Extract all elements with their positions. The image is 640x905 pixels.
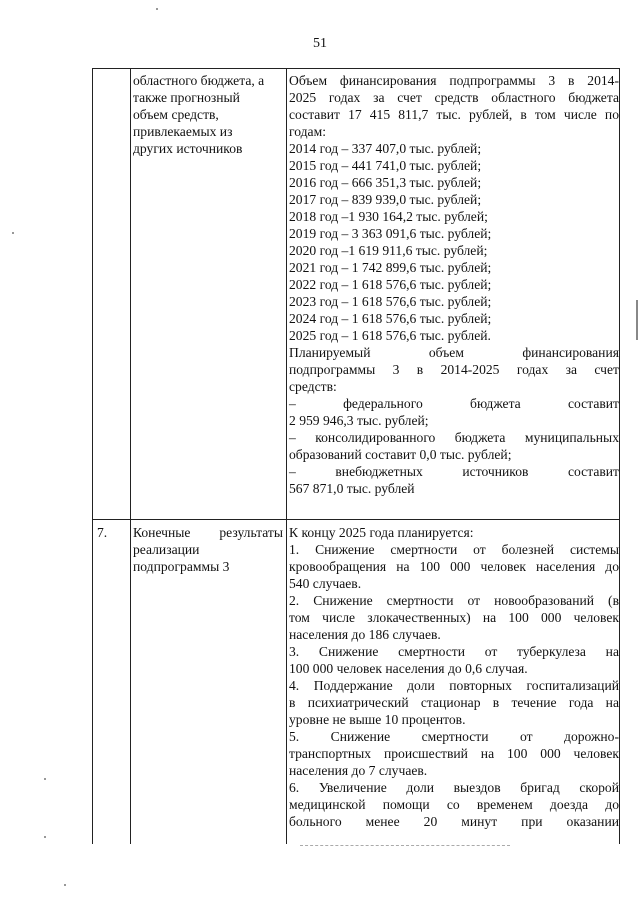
year-line: 2021 год – 1 742 899,6 тыс. рублей; <box>289 260 492 275</box>
row-content-financing <box>289 72 619 497</box>
page-number: 51 <box>313 36 327 51</box>
label-line: объем средств, <box>133 107 219 122</box>
label-line: реализации <box>133 542 200 557</box>
text-line: – консолидированного бюджета муниципальных <box>289 430 619 445</box>
row-number: 7. <box>97 525 108 540</box>
row-label-results <box>133 524 283 575</box>
year-line: 2016 год – 666 351,3 тыс. рублей; <box>289 175 482 190</box>
scan-speck <box>44 778 46 780</box>
label-line: областного бюджета, а <box>133 73 265 88</box>
result-item-line: 4. Поддержание доли повторных госпитализаций <box>289 678 619 693</box>
result-item-line: 540 случаев. <box>289 576 362 591</box>
year-line: 2014 год – 337 407,0 тыс. рублей; <box>289 141 482 156</box>
result-item-line: 6. Увеличение доли выездов бригад скорой <box>289 780 619 795</box>
column-divider <box>286 69 287 844</box>
text-line: образований составит 0,0 тыс. рублей; <box>289 447 512 462</box>
result-item-line: населения до 186 случаев. <box>289 627 441 642</box>
label-line: других источников <box>133 141 243 156</box>
text-line: подпрограммы 3 в 2014-2025 годах за счет <box>289 362 619 377</box>
year-line: 2023 год – 1 618 576,6 тыс. рублей; <box>289 294 492 309</box>
result-item-line: населения до 7 случаев. <box>289 763 428 778</box>
year-line: 2015 год – 441 741,0 тыс. рублей; <box>289 158 482 173</box>
result-item-line: 2. Снижение смертности от новообразований (в <box>289 593 619 608</box>
text-line: составит 17 415 811,7 тыс. рублей, в том числе по <box>289 107 619 122</box>
year-line: 2020 год –1 619 911,6 тыс. рублей; <box>289 243 488 258</box>
scan-speck <box>156 8 158 10</box>
year-line: 2018 год –1 930 164,2 тыс. рублей; <box>289 209 488 224</box>
scan-edge-mark <box>636 300 638 340</box>
result-item-line: том числе злокачественных) на 100 000 человек <box>289 610 619 625</box>
year-line: 2017 год – 839 939,0 тыс. рублей; <box>289 192 482 207</box>
result-item-line: 100 000 человек населения до 0,6 случая. <box>289 661 528 676</box>
text-line: 2 959 946,3 тыс. рублей; <box>289 413 429 428</box>
year-line: 2022 год – 1 618 576,6 тыс. рублей; <box>289 277 492 292</box>
program-table <box>92 68 620 844</box>
row-content-results <box>289 524 619 830</box>
text-line: К концу 2025 года планируется: <box>289 525 474 540</box>
label-line: Конечные результаты <box>133 525 283 540</box>
text-line: – внебюджетных источников составит <box>289 464 619 479</box>
year-line: 2025 год – 1 618 576,6 тыс. рублей. <box>289 328 491 343</box>
label-line: подпрограммы 3 <box>133 559 230 574</box>
cut-off-line <box>300 845 510 849</box>
result-item-line: 3. Снижение смертности от туберкулеза на <box>289 644 619 659</box>
text-line: 567 871,0 тыс. рублей <box>289 481 415 496</box>
year-line: 2024 год – 1 618 576,6 тыс. рублей; <box>289 311 492 326</box>
year-line: 2019 год – 3 363 091,6 тыс. рублей; <box>289 226 492 241</box>
text-line: средств: <box>289 379 337 394</box>
row-divider <box>93 519 619 520</box>
result-item-line: в психиатрический стационар в течение года на <box>289 695 619 710</box>
label-line: также прогнозный <box>133 90 240 105</box>
scan-speck <box>44 836 46 838</box>
result-item-line: уровне не выше 10 процентов. <box>289 712 466 727</box>
result-item-line: больного менее 20 минут при оказании <box>289 814 619 829</box>
row-label-financing <box>133 72 283 157</box>
result-item-line: медицинской помощи со временем доезда до <box>289 797 619 812</box>
column-divider <box>130 69 131 844</box>
text-line: Планируемый объем финансирования <box>289 345 619 360</box>
result-item-line: транспортных происшествий на 100 000 человек <box>289 746 619 761</box>
text-line: 2025 годах за счет средств областного бюджета <box>289 90 619 105</box>
result-item-line: 5. Снижение смертности от дорожно- <box>289 729 619 744</box>
result-item-line: кровообращения на 100 000 человек населения до <box>289 559 619 574</box>
text-line: – федерального бюджета составит <box>289 396 619 411</box>
scan-speck <box>12 232 14 234</box>
text-line: Объем финансирования подпрограммы 3 в 2014- <box>289 73 619 88</box>
scan-speck <box>64 884 66 886</box>
label-line: привлекаемых из <box>133 124 233 139</box>
result-item-line: 1. Снижение смертности от болезней системы <box>289 542 619 557</box>
text-line: годам: <box>289 124 326 139</box>
